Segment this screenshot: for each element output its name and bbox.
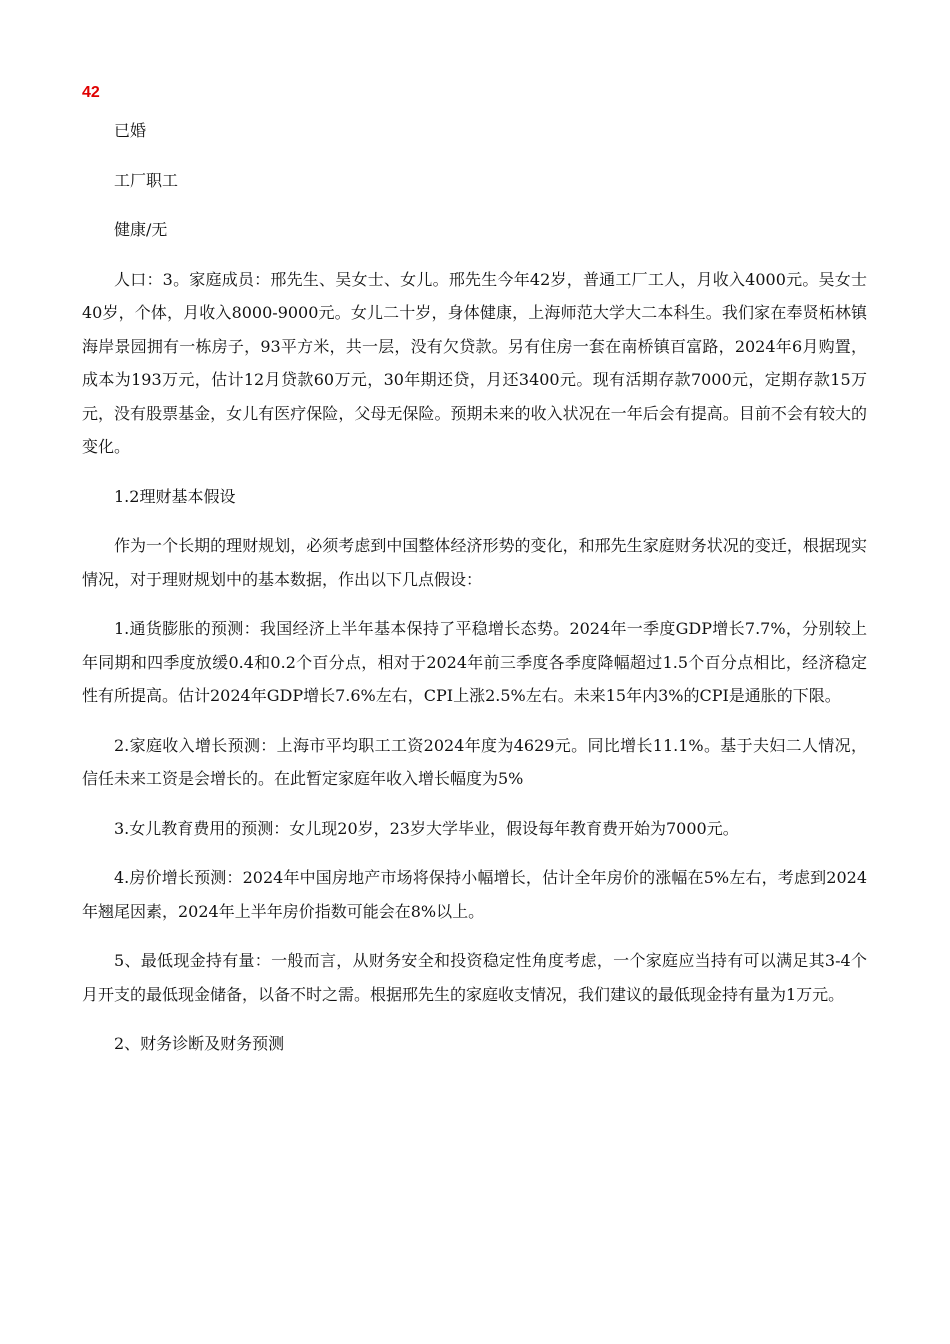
paragraph-occupation: 工厂职工	[114, 170, 179, 190]
paragraph-family-info: 人口：3。家庭成员：邢先生、吴女士、女儿。邢先生今年42岁，普通工厂工人，月收入4000元。吴女士40岁，个体，月收入8000-9000元。女儿二十岁，身体健康，上海师范大学大二本科生。我们家在奉贤柘林镇海岸景园拥有一栋房子，93平方米，共一层，没有欠贷款。另有住房一套在南桥镇百富路，2024年6月购置，成本为193万元，估计12月贷款60万元，30年期还贷，月还3400元。现有活期存款7000元，定期存款15万元，没有股票基金，女儿有医疗保险，父母无保险。预期未来的收入状况在一年后会有提高。目前不会有较大的变化。	[82, 269, 867, 456]
page-number: 42	[82, 84, 100, 101]
paragraph-assumptions-intro: 作为一个长期的理财规划，必须考虑到中国整体经济形势的变化，和邢先生家庭财务状况的变迁，根据现实情况，对于理财规划中的基本数据，作出以下几点假设：	[82, 536, 867, 589]
section-heading-assumptions: 1.2理财基本假设	[114, 486, 236, 506]
section-heading-diagnosis: 2、财务诊断及财务预测	[114, 1034, 285, 1053]
paragraph-income-growth: 2.家庭收入增长预测：上海市平均职工工资2024年度为4629元。同比增长11.1%。基于夫妇二人情况，信任未来工资是会增长的。在此暂定家庭年收入增长幅度为5%	[82, 735, 867, 788]
paragraph-marital-status: 已婚	[114, 121, 147, 140]
paragraph-inflation: 1.通货膨胀的预测：我国经济上半年基本保持了平稳增长态势。2024年一季度GDP增长7.7%，分别较上年同期和四季度放缓0.4和0.2个百分点，相对于2024年前三季度各季度降幅超过1.5个百分点相比，经济稳定性有所提高。估计2024年GDP增长7.6%左右，CPI上涨2.5%左右。未来15年内3%的CPI是通胀的下限。	[82, 619, 867, 705]
paragraph-education: 3.女儿教育费用的预测：女儿现20岁，23岁大学毕业，假设每年教育费开始为7000元。	[114, 818, 739, 838]
document-body	[82, 114, 867, 1077]
paragraph-health: 健康/无	[114, 220, 168, 239]
paragraph-cash-reserve: 5、最低现金持有量：一般而言，从财务安全和投资稳定性角度考虑，一个家庭应当持有可以满足其3-4个月开支的最低现金储备，以备不时之需。根据邢先生的家庭收支情况，我们建议的最低现金持有量为1万元。	[82, 951, 867, 1004]
paragraph-housing: 4.房价增长预测：2024年中国房地产市场将保持小幅增长，估计全年房价的涨幅在5%左右，考虑到2024年翘尾因素，2024年上半年房价指数可能会在8%以上。	[82, 868, 867, 921]
